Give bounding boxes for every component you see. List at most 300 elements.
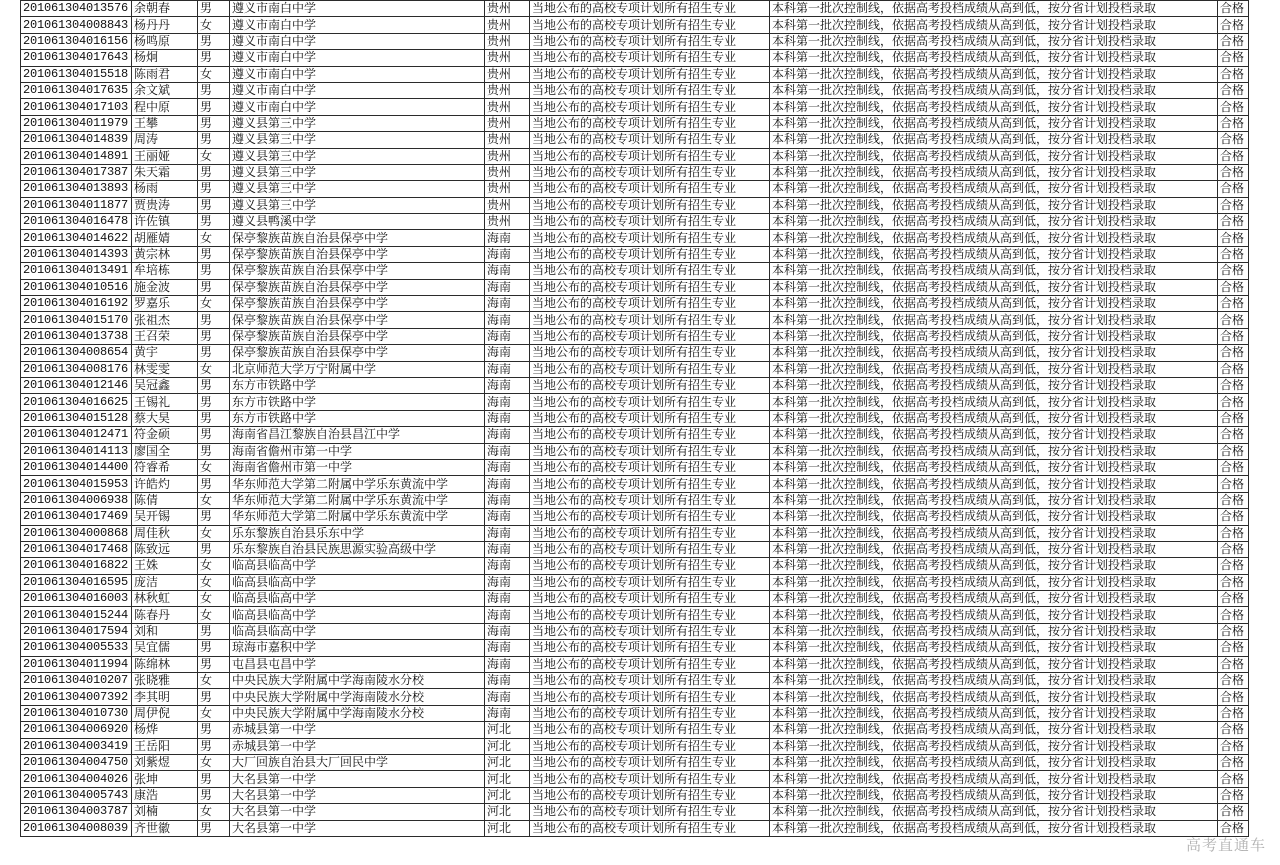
cell-major-scope: 当地公布的高校专项计划所有招生专业 — [530, 50, 770, 66]
cell-school: 琼海市嘉积中学 — [230, 640, 485, 656]
cell-admission-rule: 本科第一批次控制线，依据高考投档成绩从高到低，按分省计划投档录取 — [770, 459, 1218, 475]
cell-candidate-id: 201061304016595 — [21, 574, 132, 590]
cell-result: 合格 — [1218, 197, 1249, 213]
cell-candidate-id: 201061304016003 — [21, 591, 132, 607]
cell-student-name: 林雯雯 — [132, 361, 198, 377]
cell-candidate-id: 201061304003787 — [21, 804, 132, 820]
cell-major-scope: 当地公布的高校专项计划所有招生专业 — [530, 754, 770, 770]
cell-result: 合格 — [1218, 722, 1249, 738]
table-row — [21, 754, 1249, 770]
cell-major-scope: 当地公布的高校专项计划所有招生专业 — [530, 115, 770, 131]
table-row — [21, 164, 1249, 180]
cell-gender: 男 — [198, 689, 230, 705]
cell-province: 河北 — [485, 820, 530, 836]
cell-candidate-id: 201061304006920 — [21, 722, 132, 738]
cell-result: 合格 — [1218, 361, 1249, 377]
cell-province: 海南 — [485, 525, 530, 541]
cell-province: 河北 — [485, 738, 530, 754]
cell-school: 遵义县第三中学 — [230, 115, 485, 131]
cell-candidate-id: 201061304013576 — [21, 1, 132, 17]
cell-candidate-id: 201061304011877 — [21, 197, 132, 213]
table-row — [21, 279, 1249, 295]
table-row — [21, 623, 1249, 639]
table-row — [21, 607, 1249, 623]
cell-major-scope: 当地公布的高校专项计划所有招生专业 — [530, 558, 770, 574]
cell-province: 海南 — [485, 705, 530, 721]
table-row — [21, 640, 1249, 656]
cell-student-name: 黄宇 — [132, 345, 198, 361]
cell-gender: 男 — [198, 99, 230, 115]
cell-school: 保亭黎族苗族自治县保亭中学 — [230, 230, 485, 246]
cell-result: 合格 — [1218, 328, 1249, 344]
cell-student-name: 王姝 — [132, 558, 198, 574]
cell-student-name: 杨雨 — [132, 181, 198, 197]
cell-result: 合格 — [1218, 33, 1249, 49]
cell-major-scope: 当地公布的高校专项计划所有招生专业 — [530, 33, 770, 49]
cell-admission-rule: 本科第一批次控制线，依据高考投档成绩从高到低，按分省计划投档录取 — [770, 164, 1218, 180]
cell-student-name: 陈雨君 — [132, 66, 198, 82]
cell-student-name: 黄宗林 — [132, 246, 198, 262]
cell-school: 遵义市南白中学 — [230, 33, 485, 49]
cell-admission-rule: 本科第一批次控制线，依据高考投档成绩从高到低，按分省计划投档录取 — [770, 17, 1218, 33]
cell-province: 海南 — [485, 377, 530, 393]
cell-major-scope: 当地公布的高校专项计划所有招生专业 — [530, 1, 770, 17]
cell-school: 中央民族大学附属中学海南陵水分校 — [230, 673, 485, 689]
cell-gender: 女 — [198, 459, 230, 475]
cell-school: 中央民族大学附属中学海南陵水分校 — [230, 689, 485, 705]
cell-student-name: 杨鸣原 — [132, 33, 198, 49]
cell-gender: 男 — [198, 427, 230, 443]
cell-province: 贵州 — [485, 66, 530, 82]
table-row — [21, 33, 1249, 49]
cell-admission-rule: 本科第一批次控制线，依据高考投档成绩从高到低，按分省计划投档录取 — [770, 181, 1218, 197]
cell-school: 遵义市南白中学 — [230, 99, 485, 115]
cell-school: 中央民族大学附属中学海南陵水分校 — [230, 705, 485, 721]
cell-result: 合格 — [1218, 492, 1249, 508]
cell-admission-rule: 本科第一批次控制线，依据高考投档成绩从高到低，按分省计划投档录取 — [770, 214, 1218, 230]
cell-province: 海南 — [485, 427, 530, 443]
cell-student-name: 吴宜儒 — [132, 640, 198, 656]
cell-province: 海南 — [485, 312, 530, 328]
table-row — [21, 148, 1249, 164]
cell-admission-rule: 本科第一批次控制线，依据高考投档成绩从高到低，按分省计划投档录取 — [770, 541, 1218, 557]
cell-province: 河北 — [485, 754, 530, 770]
cell-school: 临高县临高中学 — [230, 574, 485, 590]
cell-school: 北京师范大学万宁附属中学 — [230, 361, 485, 377]
cell-admission-rule: 本科第一批次控制线，依据高考投档成绩从高到低，按分省计划投档录取 — [770, 476, 1218, 492]
cell-candidate-id: 201061304007392 — [21, 689, 132, 705]
roster-body — [21, 1, 1249, 837]
cell-admission-rule: 本科第一批次控制线，依据高考投档成绩从高到低，按分省计划投档录取 — [770, 345, 1218, 361]
cell-school: 临高县临高中学 — [230, 591, 485, 607]
cell-province: 海南 — [485, 410, 530, 426]
cell-student-name: 杨烨 — [132, 722, 198, 738]
cell-result: 合格 — [1218, 673, 1249, 689]
cell-major-scope: 当地公布的高校专项计划所有招生专业 — [530, 591, 770, 607]
cell-candidate-id: 201061304012146 — [21, 377, 132, 393]
cell-result: 合格 — [1218, 132, 1249, 148]
cell-gender: 男 — [198, 328, 230, 344]
cell-admission-rule: 本科第一批次控制线，依据高考投档成绩从高到低，按分省计划投档录取 — [770, 771, 1218, 787]
cell-school: 遵义县第三中学 — [230, 197, 485, 213]
cell-gender: 男 — [198, 820, 230, 836]
cell-result: 合格 — [1218, 623, 1249, 639]
cell-result: 合格 — [1218, 99, 1249, 115]
cell-major-scope: 当地公布的高校专项计划所有招生专业 — [530, 230, 770, 246]
cell-school: 华东师范大学第二附属中学乐东黄流中学 — [230, 492, 485, 508]
cell-major-scope: 当地公布的高校专项计划所有招生专业 — [530, 640, 770, 656]
cell-student-name: 王召荣 — [132, 328, 198, 344]
cell-province: 贵州 — [485, 132, 530, 148]
cell-major-scope: 当地公布的高校专项计划所有招生专业 — [530, 804, 770, 820]
roster-page — [20, 0, 1248, 837]
table-row — [21, 394, 1249, 410]
table-row — [21, 525, 1249, 541]
cell-gender: 女 — [198, 754, 230, 770]
cell-province: 海南 — [485, 394, 530, 410]
cell-admission-rule: 本科第一批次控制线，依据高考投档成绩从高到低，按分省计划投档录取 — [770, 132, 1218, 148]
cell-result: 合格 — [1218, 394, 1249, 410]
cell-gender: 男 — [198, 164, 230, 180]
cell-province: 海南 — [485, 361, 530, 377]
cell-gender: 男 — [198, 377, 230, 393]
cell-admission-rule: 本科第一批次控制线，依据高考投档成绩从高到低，按分省计划投档录取 — [770, 574, 1218, 590]
table-row — [21, 410, 1249, 426]
cell-candidate-id: 201061304008176 — [21, 361, 132, 377]
cell-result: 合格 — [1218, 115, 1249, 131]
cell-school: 遵义县鸭溪中学 — [230, 214, 485, 230]
cell-result: 合格 — [1218, 509, 1249, 525]
table-row — [21, 50, 1249, 66]
cell-candidate-id: 201061304014891 — [21, 148, 132, 164]
cell-major-scope: 当地公布的高校专项计划所有招生专业 — [530, 66, 770, 82]
cell-gender: 男 — [198, 263, 230, 279]
cell-major-scope: 当地公布的高校专项计划所有招生专业 — [530, 296, 770, 312]
cell-school: 华东师范大学第二附属中学乐东黄流中学 — [230, 509, 485, 525]
cell-candidate-id: 201061304006938 — [21, 492, 132, 508]
cell-school: 遵义市南白中学 — [230, 50, 485, 66]
cell-result: 合格 — [1218, 214, 1249, 230]
cell-result: 合格 — [1218, 820, 1249, 836]
cell-candidate-id: 201061304017387 — [21, 164, 132, 180]
cell-gender: 男 — [198, 771, 230, 787]
cell-school: 乐东黎族自治县乐东中学 — [230, 525, 485, 541]
cell-province: 河北 — [485, 722, 530, 738]
cell-major-scope: 当地公布的高校专项计划所有招生专业 — [530, 541, 770, 557]
cell-admission-rule: 本科第一批次控制线，依据高考投档成绩从高到低，按分省计划投档录取 — [770, 722, 1218, 738]
cell-admission-rule: 本科第一批次控制线，依据高考投档成绩从高到低，按分省计划投档录取 — [770, 656, 1218, 672]
cell-province: 海南 — [485, 443, 530, 459]
cell-admission-rule: 本科第一批次控制线，依据高考投档成绩从高到低，按分省计划投档录取 — [770, 607, 1218, 623]
table-row — [21, 492, 1249, 508]
cell-candidate-id: 201061304010516 — [21, 279, 132, 295]
cell-school: 东方市铁路中学 — [230, 394, 485, 410]
table-row — [21, 181, 1249, 197]
cell-candidate-id: 201061304013738 — [21, 328, 132, 344]
table-row — [21, 459, 1249, 475]
cell-candidate-id: 201061304004750 — [21, 754, 132, 770]
cell-major-scope: 当地公布的高校专项计划所有招生专业 — [530, 476, 770, 492]
table-row — [21, 328, 1249, 344]
cell-major-scope: 当地公布的高校专项计划所有招生专业 — [530, 738, 770, 754]
cell-province: 海南 — [485, 230, 530, 246]
cell-student-name: 廖国全 — [132, 443, 198, 459]
cell-candidate-id: 201061304013893 — [21, 181, 132, 197]
cell-candidate-id: 201061304017643 — [21, 50, 132, 66]
cell-admission-rule: 本科第一批次控制线，依据高考投档成绩从高到低，按分省计划投档录取 — [770, 787, 1218, 803]
cell-major-scope: 当地公布的高校专项计划所有招生专业 — [530, 345, 770, 361]
table-row — [21, 427, 1249, 443]
cell-school: 遵义县第三中学 — [230, 164, 485, 180]
cell-gender: 男 — [198, 394, 230, 410]
cell-student-name: 张坤 — [132, 771, 198, 787]
cell-school: 遵义县第三中学 — [230, 148, 485, 164]
cell-result: 合格 — [1218, 476, 1249, 492]
cell-school: 遵义市南白中学 — [230, 82, 485, 98]
cell-province: 贵州 — [485, 214, 530, 230]
table-row — [21, 263, 1249, 279]
table-row — [21, 66, 1249, 82]
cell-candidate-id: 201061304010730 — [21, 705, 132, 721]
cell-gender: 男 — [198, 132, 230, 148]
table-row — [21, 689, 1249, 705]
cell-school: 赤城县第一中学 — [230, 722, 485, 738]
cell-admission-rule: 本科第一批次控制线，依据高考投档成绩从高到低，按分省计划投档录取 — [770, 296, 1218, 312]
cell-student-name: 齐世徽 — [132, 820, 198, 836]
cell-candidate-id: 201061304014393 — [21, 246, 132, 262]
cell-result: 合格 — [1218, 246, 1249, 262]
table-row — [21, 722, 1249, 738]
cell-major-scope: 当地公布的高校专项计划所有招生专业 — [530, 410, 770, 426]
table-row — [21, 361, 1249, 377]
cell-candidate-id: 201061304005533 — [21, 640, 132, 656]
cell-province: 海南 — [485, 476, 530, 492]
cell-student-name: 周涛 — [132, 132, 198, 148]
cell-major-scope: 当地公布的高校专项计划所有招生专业 — [530, 820, 770, 836]
cell-gender: 男 — [198, 312, 230, 328]
cell-student-name: 贾贵涛 — [132, 197, 198, 213]
cell-result: 合格 — [1218, 705, 1249, 721]
cell-province: 海南 — [485, 296, 530, 312]
cell-admission-rule: 本科第一批次控制线，依据高考投档成绩从高到低，按分省计划投档录取 — [770, 394, 1218, 410]
cell-result: 合格 — [1218, 66, 1249, 82]
cell-major-scope: 当地公布的高校专项计划所有招生专业 — [530, 525, 770, 541]
cell-major-scope: 当地公布的高校专项计划所有招生专业 — [530, 394, 770, 410]
cell-student-name: 王丽娅 — [132, 148, 198, 164]
cell-gender: 男 — [198, 1, 230, 17]
cell-major-scope: 当地公布的高校专项计划所有招生专业 — [530, 492, 770, 508]
cell-candidate-id: 201061304008843 — [21, 17, 132, 33]
cell-gender: 男 — [198, 787, 230, 803]
cell-province: 海南 — [485, 623, 530, 639]
cell-major-scope: 当地公布的高校专项计划所有招生专业 — [530, 722, 770, 738]
cell-admission-rule: 本科第一批次控制线，依据高考投档成绩从高到低，按分省计划投档录取 — [770, 754, 1218, 770]
cell-province: 贵州 — [485, 164, 530, 180]
cell-admission-rule: 本科第一批次控制线，依据高考投档成绩从高到低，按分省计划投档录取 — [770, 361, 1218, 377]
table-row — [21, 377, 1249, 393]
cell-school: 华东师范大学第二附属中学乐东黄流中学 — [230, 476, 485, 492]
cell-gender: 男 — [198, 656, 230, 672]
cell-result: 合格 — [1218, 804, 1249, 820]
table-row — [21, 1, 1249, 17]
cell-admission-rule: 本科第一批次控制线，依据高考投档成绩从高到低，按分省计划投档录取 — [770, 525, 1218, 541]
cell-school: 大名县第一中学 — [230, 787, 485, 803]
cell-gender: 女 — [198, 148, 230, 164]
admission-roster-table — [20, 0, 1249, 837]
cell-province: 贵州 — [485, 1, 530, 17]
cell-province: 海南 — [485, 541, 530, 557]
cell-gender: 女 — [198, 558, 230, 574]
cell-school: 临高县临高中学 — [230, 558, 485, 574]
cell-candidate-id: 201061304016192 — [21, 296, 132, 312]
cell-student-name: 李其明 — [132, 689, 198, 705]
cell-major-scope: 当地公布的高校专项计划所有招生专业 — [530, 197, 770, 213]
cell-gender: 男 — [198, 246, 230, 262]
cell-student-name: 许皓灼 — [132, 476, 198, 492]
cell-admission-rule: 本科第一批次控制线，依据高考投档成绩从高到低，按分省计划投档录取 — [770, 197, 1218, 213]
cell-province: 海南 — [485, 673, 530, 689]
cell-result: 合格 — [1218, 591, 1249, 607]
cell-candidate-id: 201061304016822 — [21, 558, 132, 574]
cell-candidate-id: 201061304017103 — [21, 99, 132, 115]
cell-candidate-id: 201061304014400 — [21, 459, 132, 475]
cell-student-name: 康浩 — [132, 787, 198, 803]
cell-admission-rule: 本科第一批次控制线，依据高考投档成绩从高到低，按分省计划投档录取 — [770, 820, 1218, 836]
cell-result: 合格 — [1218, 771, 1249, 787]
cell-province: 海南 — [485, 656, 530, 672]
cell-major-scope: 当地公布的高校专项计划所有招生专业 — [530, 459, 770, 475]
cell-province: 贵州 — [485, 99, 530, 115]
cell-province: 贵州 — [485, 197, 530, 213]
cell-school: 赤城县第一中学 — [230, 738, 485, 754]
cell-student-name: 陈致远 — [132, 541, 198, 557]
cell-gender: 女 — [198, 361, 230, 377]
cell-gender: 男 — [198, 214, 230, 230]
cell-major-scope: 当地公布的高校专项计划所有招生专业 — [530, 246, 770, 262]
cell-candidate-id: 201061304016625 — [21, 394, 132, 410]
cell-gender: 男 — [198, 541, 230, 557]
cell-admission-rule: 本科第一批次控制线，依据高考投档成绩从高到低，按分省计划投档录取 — [770, 410, 1218, 426]
cell-province: 海南 — [485, 509, 530, 525]
cell-admission-rule: 本科第一批次控制线，依据高考投档成绩从高到低，按分省计划投档录取 — [770, 1, 1218, 17]
cell-school: 大名县第一中学 — [230, 771, 485, 787]
cell-school: 屯昌县屯昌中学 — [230, 656, 485, 672]
table-row — [21, 246, 1249, 262]
cell-admission-rule: 本科第一批次控制线，依据高考投档成绩从高到低，按分省计划投档录取 — [770, 328, 1218, 344]
cell-province: 海南 — [485, 574, 530, 590]
cell-school: 海南省儋州市第一中学 — [230, 443, 485, 459]
cell-province: 贵州 — [485, 148, 530, 164]
cell-student-name: 余朝春 — [132, 1, 198, 17]
table-row — [21, 476, 1249, 492]
table-row — [21, 771, 1249, 787]
cell-candidate-id: 201061304008654 — [21, 345, 132, 361]
table-row — [21, 673, 1249, 689]
table-row — [21, 230, 1249, 246]
cell-major-scope: 当地公布的高校专项计划所有招生专业 — [530, 574, 770, 590]
cell-result: 合格 — [1218, 312, 1249, 328]
cell-admission-rule: 本科第一批次控制线，依据高考投档成绩从高到低，按分省计划投档录取 — [770, 279, 1218, 295]
cell-result: 合格 — [1218, 410, 1249, 426]
cell-candidate-id: 201061304014839 — [21, 132, 132, 148]
cell-admission-rule: 本科第一批次控制线，依据高考投档成绩从高到低，按分省计划投档录取 — [770, 99, 1218, 115]
cell-student-name: 刘和 — [132, 623, 198, 639]
cell-gender: 男 — [198, 197, 230, 213]
cell-major-scope: 当地公布的高校专项计划所有招生专业 — [530, 787, 770, 803]
cell-province: 海南 — [485, 279, 530, 295]
cell-student-name: 张晓雅 — [132, 673, 198, 689]
cell-gender: 男 — [198, 50, 230, 66]
cell-admission-rule: 本科第一批次控制线，依据高考投档成绩从高到低，按分省计划投档录取 — [770, 115, 1218, 131]
cell-major-scope: 当地公布的高校专项计划所有招生专业 — [530, 656, 770, 672]
cell-major-scope: 当地公布的高校专项计划所有招生专业 — [530, 82, 770, 98]
cell-province: 海南 — [485, 328, 530, 344]
cell-major-scope: 当地公布的高校专项计划所有招生专业 — [530, 99, 770, 115]
cell-province: 海南 — [485, 246, 530, 262]
cell-candidate-id: 201061304016156 — [21, 33, 132, 49]
cell-student-name: 余文斌 — [132, 82, 198, 98]
table-row — [21, 787, 1249, 803]
cell-school: 临高县临高中学 — [230, 607, 485, 623]
cell-admission-rule: 本科第一批次控制线，依据高考投档成绩从高到低，按分省计划投档录取 — [770, 377, 1218, 393]
cell-result: 合格 — [1218, 279, 1249, 295]
cell-candidate-id: 201061304014622 — [21, 230, 132, 246]
cell-gender: 男 — [198, 33, 230, 49]
cell-school: 保亭黎族苗族自治县保亭中学 — [230, 246, 485, 262]
cell-gender: 女 — [198, 230, 230, 246]
cell-admission-rule: 本科第一批次控制线，依据高考投档成绩从高到低，按分省计划投档录取 — [770, 443, 1218, 459]
cell-student-name: 程中原 — [132, 99, 198, 115]
cell-admission-rule: 本科第一批次控制线，依据高考投档成绩从高到低，按分省计划投档录取 — [770, 312, 1218, 328]
table-row — [21, 705, 1249, 721]
cell-gender: 女 — [198, 66, 230, 82]
cell-admission-rule: 本科第一批次控制线，依据高考投档成绩从高到低，按分省计划投档录取 — [770, 705, 1218, 721]
cell-gender: 女 — [198, 591, 230, 607]
table-row — [21, 509, 1249, 525]
table-row — [21, 115, 1249, 131]
cell-province: 贵州 — [485, 82, 530, 98]
cell-school: 遵义市南白中学 — [230, 1, 485, 17]
cell-major-scope: 当地公布的高校专项计划所有招生专业 — [530, 361, 770, 377]
cell-gender: 女 — [198, 296, 230, 312]
cell-candidate-id: 201061304017469 — [21, 509, 132, 525]
cell-province: 海南 — [485, 640, 530, 656]
table-row — [21, 443, 1249, 459]
cell-student-name: 蔡大昊 — [132, 410, 198, 426]
cell-result: 合格 — [1218, 738, 1249, 754]
table-row — [21, 656, 1249, 672]
cell-result: 合格 — [1218, 640, 1249, 656]
cell-gender: 男 — [198, 509, 230, 525]
cell-gender: 女 — [198, 705, 230, 721]
cell-result: 合格 — [1218, 1, 1249, 17]
cell-result: 合格 — [1218, 181, 1249, 197]
cell-school: 东方市铁路中学 — [230, 377, 485, 393]
cell-admission-rule: 本科第一批次控制线，依据高考投档成绩从高到低，按分省计划投档录取 — [770, 558, 1218, 574]
cell-result: 合格 — [1218, 164, 1249, 180]
table-row — [21, 17, 1249, 33]
table-row — [21, 214, 1249, 230]
cell-admission-rule: 本科第一批次控制线，依据高考投档成绩从高到低，按分省计划投档录取 — [770, 148, 1218, 164]
cell-result: 合格 — [1218, 148, 1249, 164]
cell-student-name: 吴冠鑫 — [132, 377, 198, 393]
table-row — [21, 541, 1249, 557]
cell-admission-rule: 本科第一批次控制线，依据高考投档成绩从高到低，按分省计划投档录取 — [770, 804, 1218, 820]
cell-major-scope: 当地公布的高校专项计划所有招生专业 — [530, 148, 770, 164]
cell-gender: 女 — [198, 574, 230, 590]
cell-result: 合格 — [1218, 525, 1249, 541]
cell-gender: 男 — [198, 722, 230, 738]
